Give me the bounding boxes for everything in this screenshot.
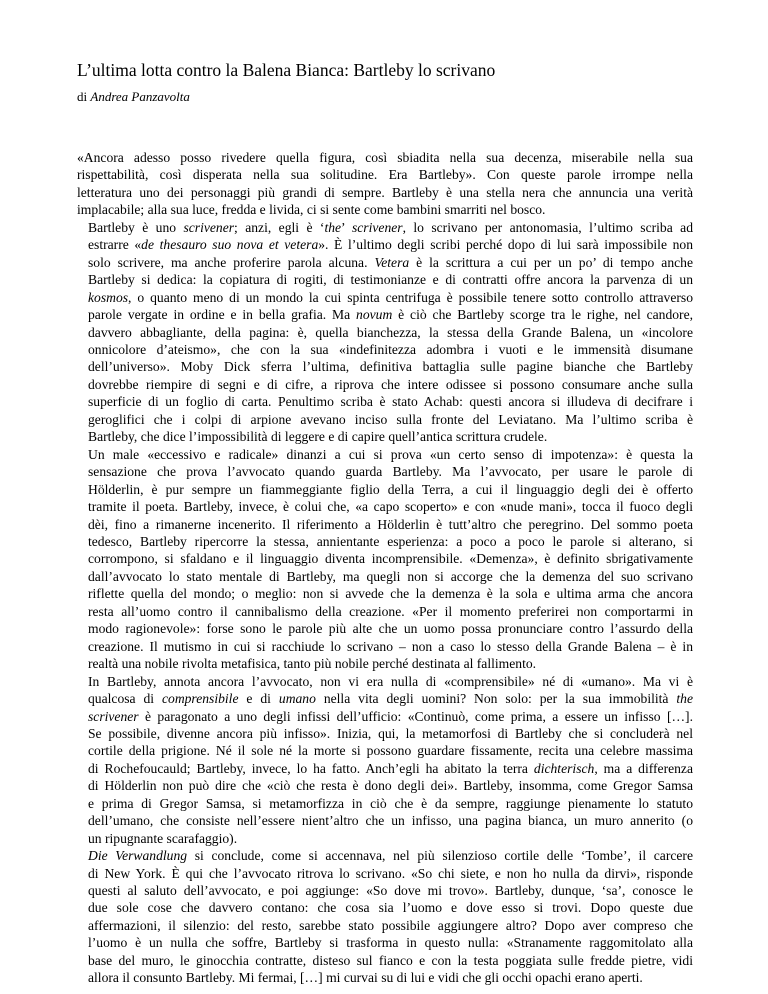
text-line <box>77 777 693 794</box>
text-run: dovrebbe riempire di segni e di cifre, a riprova che intere odissee si possono consumare anche sulla <box>88 376 693 392</box>
text-line <box>77 917 693 934</box>
text-run: ’ <box>341 219 352 235</box>
text-line <box>77 638 693 655</box>
italic-text: the <box>676 691 693 707</box>
text-run: , o quanto meno di un mondo la cui spinta centrifuga è possibile tenere sotto controllo attraverso <box>128 289 693 305</box>
text-run: corrompono, si sfaldano e il linguaggio diventa incomprensibile. «Demenza», è definito sbrigativamente <box>88 551 693 567</box>
text-run: è paragonato a uno degli infissi dell’ufficio: «Continuò, come prima, a essere un infisso […]. <box>138 708 693 724</box>
text-run: questi al saluto dell’avvocato, e poi aggiunge: «So dove mi trovo». Bartleby, dunque, ‘sa’, conosce le <box>88 883 693 899</box>
text-run: onnicolore d’ateismo», che con la sua «indefinitezza adombra i vuoti e le immensità disumane <box>88 341 693 357</box>
text-run: dall’avvocato lo stato mentale di Bartleby, ma quegli non si accorge che la demenza del suo scrivano <box>88 568 693 584</box>
byline <box>77 88 190 106</box>
text-line <box>77 795 693 812</box>
text-run: sensazione che prova l’avvocato quando guarda Bartleby. Ma l’avvocato, per usare le parole di <box>88 464 693 480</box>
text-run: e prima di Gregor Samsa, si metamorfizza in ciò che è da sempre, raggiunge pienamente lo statuto <box>88 795 693 811</box>
text-line <box>77 498 693 515</box>
text-run: solo scrivere, ma anche proferire parola alcuna. <box>88 254 375 270</box>
body-paragraph <box>77 446 693 673</box>
byline-prefix: di <box>77 89 88 104</box>
text-line <box>77 899 693 916</box>
text-line <box>77 865 693 882</box>
text-run: modo ragionevole»: forse sono le parole più alte che un uomo possa pronunciare contro l’assurdo della <box>88 621 693 637</box>
text-run: Bartleby, che dice l’impossibilità di leggere e di capire quell’antica scrittura crudele. <box>88 429 548 445</box>
italic-text: de thesauro suo nova et vetera <box>141 237 319 253</box>
text-line <box>77 166 693 183</box>
text-run: un ripugnante scarafaggio). <box>88 830 238 846</box>
text-run: dell’universo». Moby Dick sferra l’ultima, definitiva battaglia sulle pagine bianche che Bartleby <box>88 359 693 375</box>
text-run: allora il consunto Bartleby. Mi fermai, […] mi curvai su di lui e vidi che gli occhi opachi erano aperti. <box>88 970 643 986</box>
text-run: riflette quella del mondo; o meglio: non si avvede che la demenza è la sola e ultima arma che ancora <box>88 586 693 602</box>
text-run: realtà una nobile rivolta metafisica, tanto più nobile perché destinata al fallimento. <box>88 656 537 672</box>
text-run: superficie di un foglio di carta. Penultimo scriba è stato Achab: questi ancora si illudeva di decifrare i <box>88 394 693 410</box>
text-line <box>77 184 693 201</box>
article-title: L’ultima lotta contro la Balena Bianca: Bartleby lo scrivano <box>77 60 496 80</box>
text-line <box>77 934 693 951</box>
text-run: due sole cose che davvero contano: che cosa sia l’uomo e dove esso si trovi. Dopo queste due <box>88 900 693 916</box>
text-line <box>77 376 693 393</box>
text-run: cortile della prigione. Né il sole né la morte si possono guardare fissamente, recita una celebre massima <box>88 743 693 759</box>
text-run: parole vergate in ordine e in bella grafia. Ma <box>88 307 357 323</box>
text-run: rispettabilità, così disperata nella sua solitudine. Era Bartleby». Con queste parole irrompe nella <box>77 167 693 183</box>
text-line <box>77 742 693 759</box>
text-line <box>77 411 693 428</box>
text-line <box>77 533 693 550</box>
text-run: tramite il poeta. Bartleby, invece, è colui che, «a capo scoperto» e con «nude mani», tocca il fuoco degli <box>88 499 693 515</box>
italic-text: the <box>324 219 342 235</box>
text-run: dèi, fino a rimanerne incenerito. Il riferimento a Hölderlin è tutt’altro che peregrino. Del sommo poeta <box>88 516 693 532</box>
text-run: di New York. È qui che l’avvocato ritrova lo scrivano. «So chi siete, e non ho nulla da dirvi», risponde <box>88 865 693 881</box>
italic-text: scrivener <box>183 219 235 235</box>
text-line <box>77 324 693 341</box>
text-run: e di <box>238 691 279 707</box>
text-run: Bartleby è uno <box>88 219 184 235</box>
text-line <box>77 219 693 236</box>
italic-text: umano <box>278 691 316 707</box>
text-line <box>77 481 693 498</box>
text-run: base del muro, le ginocchia contratte, disteso sul fianco e con la testa poggiata sulle fredde pietre, vidi <box>88 952 693 968</box>
text-line <box>77 969 693 986</box>
text-line <box>77 655 693 672</box>
text-line <box>77 585 693 602</box>
text-line <box>77 236 693 253</box>
text-line <box>77 550 693 567</box>
text-run: In Bartleby, annota ancora l’avvocato, non vi era nulla di «comprensibile» né di «umano». Ma vi è <box>88 673 693 689</box>
text-run: dell’umano, che consiste nell’essere nient’altro che un infisso, una pagina bianca, un muro annerito (o <box>88 813 693 829</box>
text-run: è ciò che Bartleby scorge tra le righe, nel candore, <box>392 307 693 323</box>
italic-text: kosmos <box>88 289 129 305</box>
author-name: Andrea Panzavolta <box>90 89 190 104</box>
italic-text: dichterisch <box>533 760 595 776</box>
text-run: davvero abbagliante, della pagina: è, quella bianchezza, la stessa della Grande Balena, un «incolore <box>88 324 693 340</box>
text-run: Un male «eccessivo e radicale» dinanzi a cui si prova «un certo senso di impotenza»: è questa la <box>88 446 693 462</box>
text-line <box>77 708 693 725</box>
text-line <box>77 271 693 288</box>
text-line <box>77 516 693 533</box>
body-paragraph <box>77 847 693 987</box>
text-run: Hölderlin, è pur sempre un fiammeggiante figlio della Terra, a cui il linguaggio degli dei è offerto <box>88 481 693 497</box>
text-run: estrarre « <box>88 237 142 253</box>
text-line <box>77 760 693 777</box>
italic-text: scrivener <box>88 708 139 724</box>
text-line <box>77 201 693 218</box>
text-run: l’uomo è un nulla che soffre, Bartleby si trasforma in questo nulla: «Stranamente raggomitolato alla <box>88 935 693 951</box>
text-run: affermazioni, il silenzio: del resto, sarebbe stato possibile aggiungere altro? Dopo aver compreso che <box>88 917 693 933</box>
body-paragraph <box>77 219 693 446</box>
text-run: «Ancora adesso posso rivedere quella figura, così sbiadita nella sua decenza, miserabile nella sua <box>77 150 693 165</box>
text-line <box>77 882 693 899</box>
text-line <box>77 603 693 620</box>
body-paragraph <box>77 673 693 848</box>
text-line <box>77 830 693 847</box>
text-run: di Hölderlin non può dire che «ciò che resta è dono degli dei». Bartleby, insomma, come Gregor Samsa <box>88 778 693 794</box>
text-line <box>77 568 693 585</box>
text-line <box>77 446 693 463</box>
text-run: creazione. Il mutismo in cui si racchiude lo scrivano – non a caso lo stesso della Grande Balena – è in <box>88 638 693 654</box>
text-line <box>77 673 693 690</box>
text-run: ». È l’ultimo degli scribi perché dopo di lui sarà impossibile non <box>318 237 694 253</box>
text-line <box>77 341 693 358</box>
text-run: di Rochefoucauld; Bartleby, invece, lo ha fatto. Anch’egli ha abitato la terra <box>88 760 534 776</box>
text-line <box>77 463 693 480</box>
text-line <box>77 847 693 864</box>
italic-text: Die Verwandlung <box>88 848 188 864</box>
text-run: geroglifici che i colpi di arpione avevano inciso sulla fronte del Leviatano. Ma l’ultimo scriba è <box>88 411 693 427</box>
text-line <box>77 952 693 969</box>
text-run: qualcosa di <box>88 691 162 707</box>
text-run: letteratura uno dei personaggi più grandi di sempre. Bartleby è una stella nera che annuncia una verità <box>77 184 693 200</box>
text-line <box>77 306 693 323</box>
text-run: resta all’uomo contro il cannibalismo della creazione. «Per il momento preferirei non comportarmi in <box>88 603 693 619</box>
text-run: , lo scrivano per antonomasia, l’ultimo scriba ad <box>402 219 693 235</box>
article-body <box>77 149 693 987</box>
italic-text: Vetera <box>374 254 410 270</box>
text-line <box>77 289 693 306</box>
text-run: è la scrittura a cui per un po’ di tempo anche <box>409 254 693 270</box>
body-paragraph <box>77 149 693 219</box>
text-run: Se possibile, divenne ancora più infisso». Inizia, qui, la metamorfosi di Bartleby che si concluderà nel <box>88 725 693 741</box>
italic-text: scrivener <box>351 219 403 235</box>
italic-text: novum <box>356 307 393 323</box>
text-run: implacabile; alla sua luce, fredda e livida, ci si sente come bambini smarriti nel bosco. <box>77 202 546 218</box>
text-run: tedesco, Bartleby ripercorre la stessa, annientante esperienza: a poco a poco le parole si alterano, si <box>88 533 693 549</box>
text-line <box>77 254 693 271</box>
text-line <box>77 690 693 707</box>
text-run: , ma a differenza <box>594 760 693 776</box>
text-line <box>77 812 693 829</box>
italic-text: comprensibile <box>161 691 239 707</box>
text-run: si conclude, come si accennava, nel più silenzioso cortile delle ‘Tombe’, il carcere <box>187 848 693 864</box>
text-line <box>77 620 693 637</box>
text-line <box>77 358 693 375</box>
text-run: ; anzi, egli è ‘ <box>234 219 325 235</box>
text-line <box>77 725 693 742</box>
text-run: nella vita degli uomini? Non solo: per la sua immobilità <box>315 691 677 707</box>
text-line <box>77 149 693 166</box>
text-line <box>77 393 693 410</box>
text-run: Bartleby si dedica: la copiatura di rogiti, di testimonianze e di contratti offre ancora la parvenza di un <box>88 272 693 288</box>
text-line <box>77 428 693 445</box>
